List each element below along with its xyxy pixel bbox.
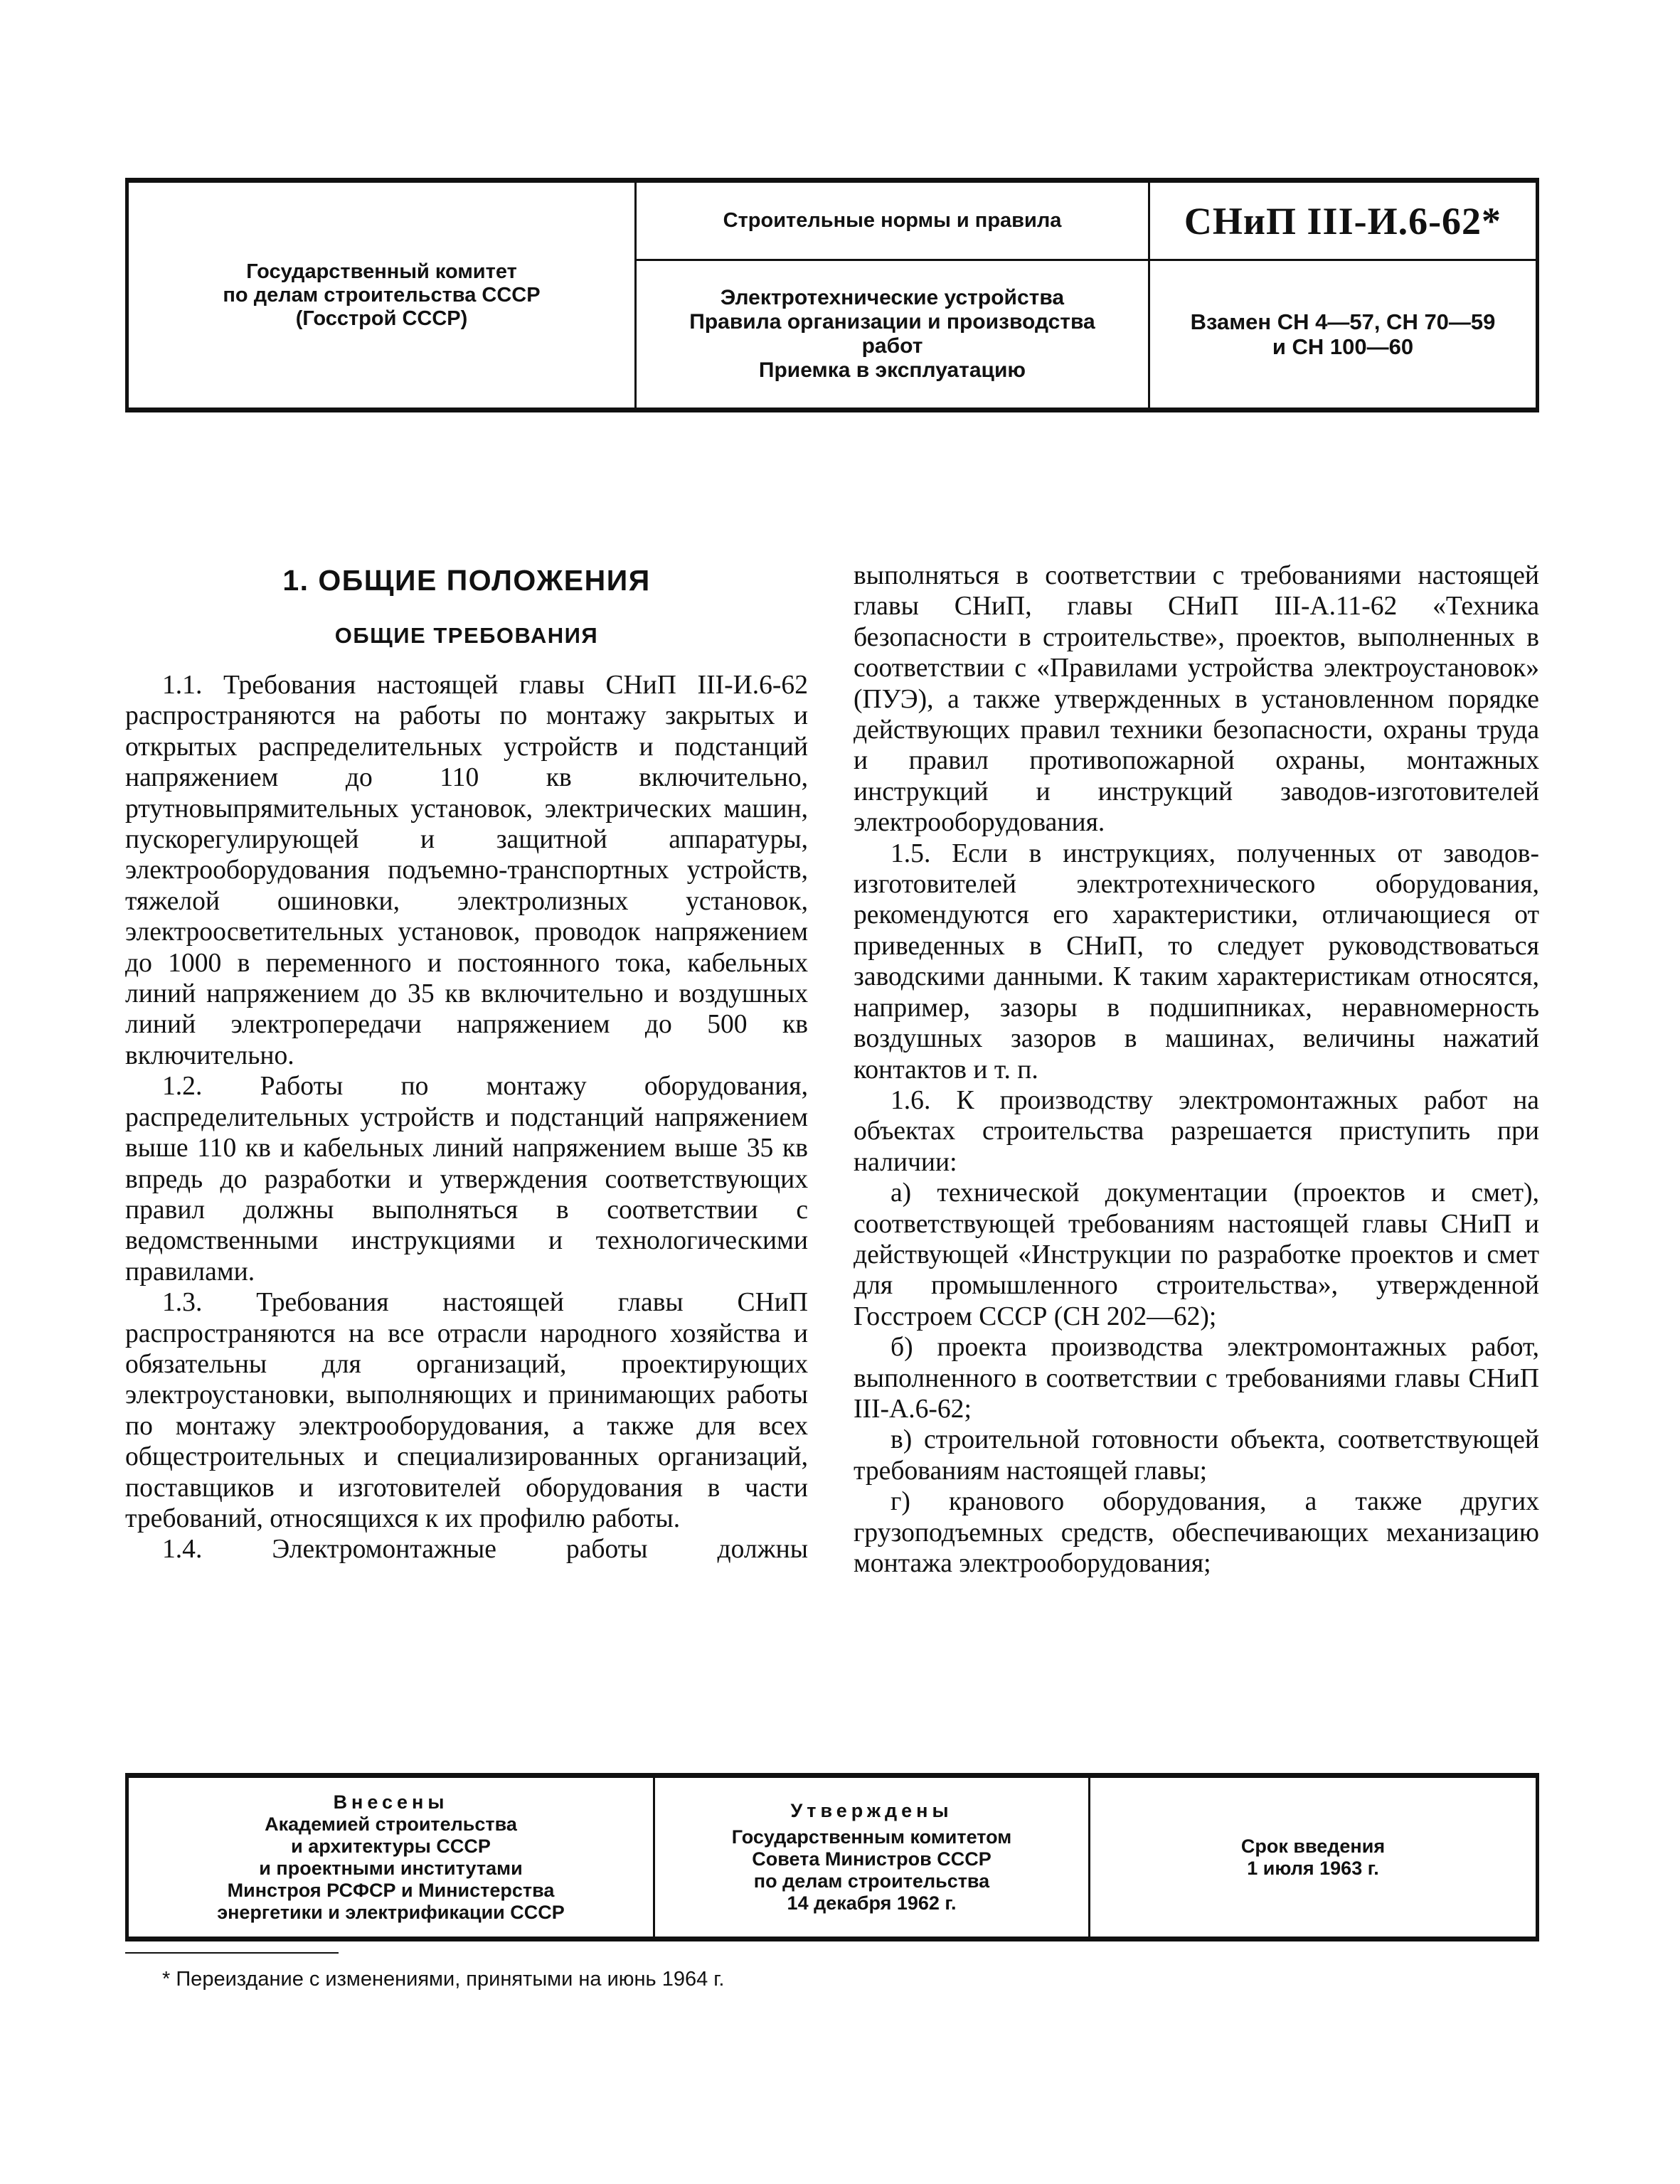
subsection-title: ОБЩИЕ ТРЕБОВАНИЯ (334, 623, 599, 648)
norms-title: Строительные нормы и правила (723, 209, 1062, 232)
paragraph: 1.5. Если в инструкциях, полученных от заводов-изготовителей электротехнического оборудования, рекомендуются его характеристики, отличающиеся от приведенных в СНиП, то следует руководствоваться заводскими данными. К таким характеристикам относятся, например, зазоры в подшипниках, неравномерность воздушных зазоров в машинах, величины нажатий контактов и т. п. (854, 838, 1539, 1085)
agency-cell (129, 183, 637, 407)
document-header-table (125, 178, 1539, 412)
approved-line: по делам строительства (753, 1870, 990, 1892)
paragraph: 1.4. Электромонтажные работы должны (162, 1535, 808, 1565)
agency-line: Государственный комитет (246, 260, 517, 283)
introduced-line: Академией строительства (265, 1813, 517, 1835)
paragraph: 1.1. Требования настоящей главы СНиП III-И.6-62 распространяются на работы по монтажу закрытых и открытых распределительных устройств и подстанций напряжением до 110 кв включительно, ртутновыпрямительных установок, электрических машин, пускорегулирующей и защитной аппаратуры, электрооборудования подъемно-транспортных устройств, тяжелой ошиновки, электролизных установок, электроосветительных установок, проводок напряжением до 1000 в переменного и постоянного тока, кабельных линий напряжением до 35 кв включительно и воздушных линий электропередачи напряжением до 500 кв включительно. (125, 671, 808, 1070)
introduced-line: и проектными институтами (259, 1857, 523, 1879)
replaces-line: и СН 100—60 (1272, 334, 1414, 359)
paragraph: 1.3. Требования настоящей главы СНиП распространяются на все отрасли народного хозяйства и обязательны для организаций, проектирующих электроустановки, выполняющих и принимающих работы по монтажу электрооборудования, а также для всех общестроительных и специализированных организаций, поставщиков и изготовителей оборудования в части требований, относящихся к их профилю работы. (125, 1288, 808, 1533)
document-footer-table (125, 1773, 1539, 1941)
paragraph: 1.6. К производству электромонтажных работ на объектах строительства разрешается приступить при наличии: (854, 1085, 1539, 1177)
approved-line: Государственным комитетом (731, 1826, 1012, 1848)
right-column (854, 560, 1539, 1579)
subject-line: Правила организации и производства (689, 310, 1095, 334)
list-item: б) проекта производства электромонтажных работ, выполненного в соответствии с требованиями главы СНиП III-А.6-62; (854, 1333, 1539, 1424)
introduced-line: энергетики и электрификации СССР (217, 1901, 565, 1923)
effective-line: Срок введения (1240, 1835, 1386, 1857)
section-title: 1. ОБЩИЕ ПОЛОЖЕНИЯ (282, 564, 651, 597)
agency-line: (Госстрой СССР) (295, 307, 468, 330)
approved-cell (655, 1778, 1090, 1937)
left-column (125, 548, 808, 1565)
subject-line: Приемка в эксплуатацию (758, 358, 1026, 382)
footnote: * Переиздание с изменениями, принятыми на июнь 1964 г. (162, 1968, 725, 1991)
agency-line: по делам строительства СССР (223, 283, 541, 307)
approved-line: Совета Министров СССР (752, 1848, 991, 1870)
effective-date-cell (1090, 1778, 1536, 1937)
footnote-rule (125, 1952, 339, 1954)
list-item: в) строительной готовности объекта, соответствующей требованиям настоящей главы; (854, 1425, 1539, 1486)
list-item: г) кранового оборудования, а также других грузоподъемных средств, обеспечивающих механизацию монтажа электрооборудования; (854, 1487, 1539, 1578)
list-item: а) технической документации (проектов и смет), соответствующей требованиям настоящей главы СНиП и действующей «Инструкции по разработке проектов и смет для промышленного строительства», утвержденной Госстроем СССР (СН 202—62); (854, 1178, 1539, 1331)
approved-label: Утверждены (790, 1800, 953, 1821)
paragraph: выполняться в соответствии с требованиями настоящей главы СНиП, главы СНиП III-А.11-62 «Техника безопасности в строительстве», проектов, выполненных в соответствии с «Правилами устройства электроустановок» (ПУЭ), а также утвержденных в установленном порядке действующих правил техники безопасности, охраны труда и правил противопожарной охраны, монтажных инструкций и инструкций заводов-изготовителей электрооборудования. (854, 561, 1539, 838)
doc-code: СНиП III-И.6-62* (1184, 199, 1502, 243)
paragraph: 1.2. Работы по монтажу оборудования, распределительных устройств и подстанций напряжением выше 110 кв и кабельных линий напряжением выше 35 кв впредь до разработки и утверждения соответствующих правил должны выполняться в соответствии с ведомственными инструкциями и технологическими правилами. (125, 1072, 808, 1287)
effective-line: 1 июля 1963 г. (1247, 1857, 1379, 1879)
introduced-line: Минстроя РСФСР и Министерства (227, 1879, 555, 1901)
approved-line: 14 декабря 1962 г. (787, 1892, 957, 1914)
title-cell (637, 183, 1150, 407)
introduced-line: и архитектуры СССР (291, 1835, 491, 1857)
introduced-label: Внесены (333, 1791, 449, 1813)
introduced-cell (129, 1778, 655, 1937)
code-cell (1150, 183, 1536, 407)
subject-line: работ (861, 334, 923, 358)
subject-line: Электротехнические устройства (720, 286, 1065, 309)
replaces-line: Взамен СН 4—57, СН 70—59 (1190, 309, 1496, 334)
